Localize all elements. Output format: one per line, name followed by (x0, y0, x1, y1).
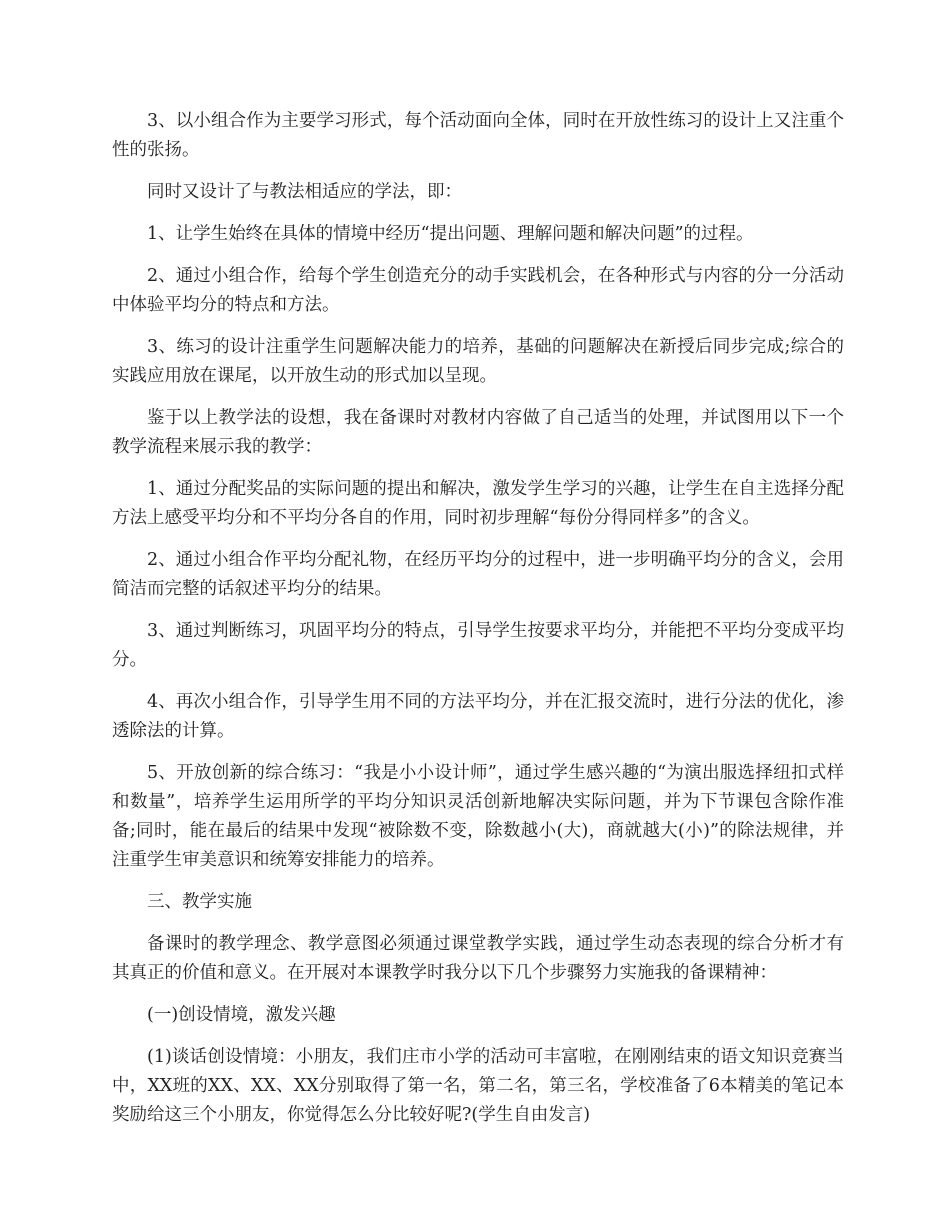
paragraph-flow-5: 5、开放创新的综合练习：“我是小小设计师”，通过学生感兴趣的“为演出服选择纽扣式样和数量”，培养学生运用所学的平均分知识灵活创新地解决实际问题，并为下节课包含除作准备;同时，能在最后的结果中发现“被除数不变，除数越小(大)，商就越大(小)”的除法规律，并注重学生审美意识和统筹安排能力的培养。 (112, 763, 844, 870)
paragraph-study-2: 2、通过小组合作，给每个学生创造充分的动手实践机会，在各种形式与内容的分一分活动中体验平均分的特点和方法。 (112, 266, 844, 315)
paragraph-study-intro: 同时又设计了与教法相适应的学法，即： (147, 182, 462, 202)
paragraph-method-3: 3、以小组合作为主要学习形式，每个活动面向全体，同时在开放性练习的设计上又注重个性的张扬。 (112, 111, 844, 160)
paragraph-flow-intro: 鉴于以上教学法的设想，我在备课时对教材内容做了自己适当的处理，并试图用以下一个教学流程来展示我的教学： (112, 408, 844, 457)
paragraph-study-3: 3、练习的设计注重学生问题解决能力的培养，基础的问题解决在新授后同步完成;综合的实践应用放在课尾，以开放生动的形式加以呈现。 (112, 337, 844, 386)
paragraph-flow-1: 1、通过分配奖品的实际问题的提出和解决，激发学生学习的兴趣，让学生在自主选择分配方法上感受平均分和不平均分各自的作用，同时初步理解“每份分得同样多”的含义。 (112, 479, 844, 528)
paragraph-implementation-intro: 备课时的教学理念、教学意图必须通过课堂教学实践，通过学生动态表现的综合分析才有其真正的价值和意义。在开展对本课教学时我分以下几个步骤努力实施我的备课精神： (112, 934, 844, 983)
paragraph-dialogue-situation: (1)谈话创设情境：小朋友，我们庄市小学的活动可丰富啦，在刚刚结束的语文知识竞赛当中，XX班的XX、XX、XX分别取得了第一名，第二名，第三名，学校准备了6本精美的笔记本奖励给这三个小朋友，你觉得怎么分比较好呢?(学生自由发言) (112, 1047, 844, 1125)
paragraph-study-1: 1、让学生始终在具体的情境中经历“提出问题、理解问题和解决问题”的过程。 (147, 224, 754, 244)
paragraph-flow-4: 4、再次小组合作，引导学生用不同的方法平均分，并在汇报交流时，进行分法的优化，渗透除法的计算。 (112, 692, 844, 741)
document-page (112, 107, 844, 1143)
paragraph-flow-2: 2、通过小组合作平均分配礼物，在经历平均分的过程中，进一步明确平均分的含义，会用简洁而完整的话叙述平均分的结果。 (112, 550, 844, 599)
subheading-create-situation: (一)创设情境，激发兴趣 (147, 1005, 336, 1025)
section-heading-implementation: 三、教学实施 (147, 892, 252, 912)
paragraph-flow-3: 3、通过判断练习，巩固平均分的特点，引导学生按要求平均分，并能把不平均分变成平均分。 (112, 621, 844, 670)
